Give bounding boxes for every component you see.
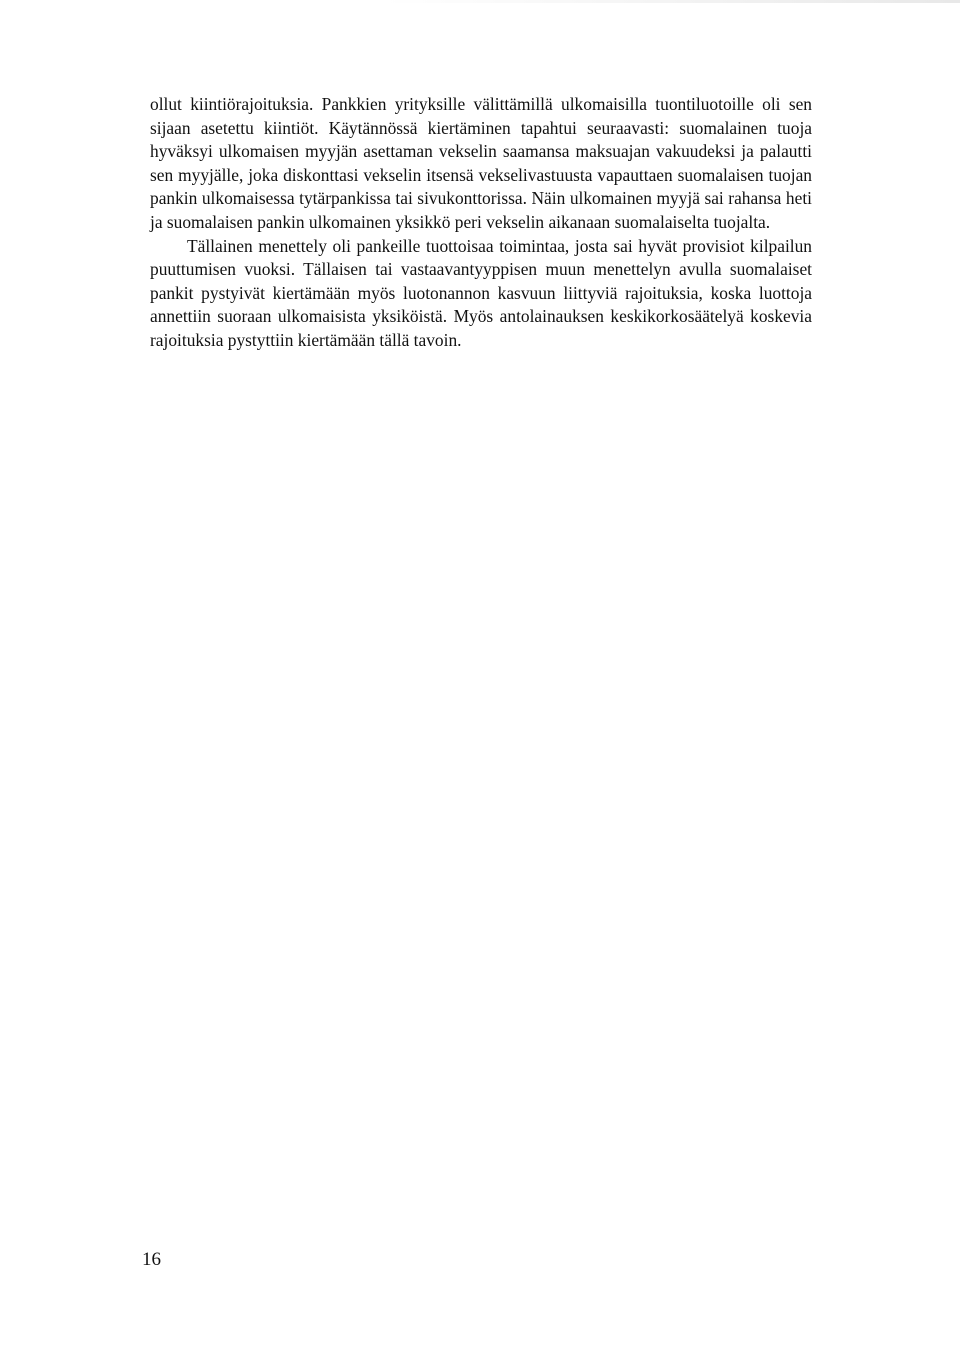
scan-edge <box>0 0 960 3</box>
page-number: 16 <box>142 1249 161 1270</box>
paragraph-2: Tällainen menettely oli pankeille tuottoisaa toimintaa, josta sai hyvät provisiot kilpailun puuttumisen vuoksi. Tällaisen tai vastaavantyyppisen muun menettelyn avulla suomalaiset pankit pystyivät kiertämään myös luotonannon kasvuun liittyviä rajoituksia, koska luottoja annettiin suoraan ulkomaisista yksiköistä. Myös antolainauksen keskikorkosäätelyä koskevia rajoituksia pystyttiin kiertämään tällä tavoin. <box>150 235 812 350</box>
paragraph-1: ollut kiintiörajoituksia. Pankkien yrityksille välittämillä ulkomaisilla tuontiluotoille oli sen sijaan asetettu kiintiöt. Käytännössä kiertäminen tapahtui seuraavasti: suomalainen tuoja hyväksyi ulkomaisen myyjän asettaman vekselin saamansa maksuajan vakuudeksi ja palautti sen myyjälle, joka diskonttasi vekselin itsensä vekselivastuusta vapauttaen suomalaisen tuojan pankin ulkomaisessa tytärpankissa tai sivukonttorissa. Näin ulkomainen myyjä sai rahansa heti ja suomalaisen pankin ulkomainen yksikkö peri vekselin aikanaan suomalaiselta tuojalta. <box>150 94 812 232</box>
body-text <box>150 93 812 353</box>
